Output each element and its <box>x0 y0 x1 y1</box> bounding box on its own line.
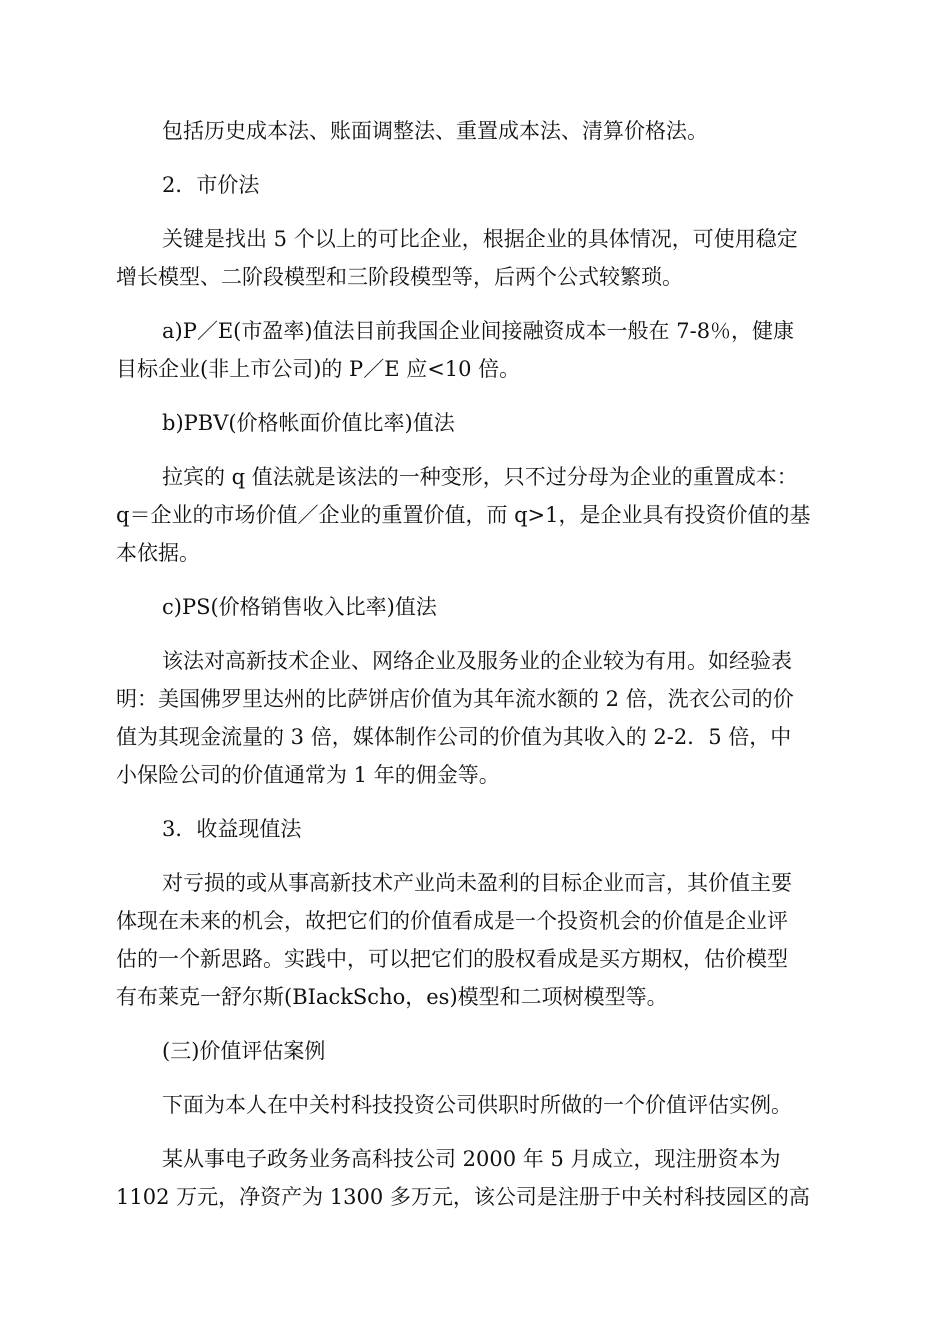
heading-market-price-method <box>116 166 834 204</box>
text-line: 某从事电子政务业务高科技公司 2000 年 5 月成立，现注册资本为 <box>162 1147 781 1171</box>
paragraph-option-valuation <box>116 864 834 1016</box>
text-line: 对亏损的或从事高新技术产业尚未盈利的目标企业而言，其价值主要 <box>162 871 792 895</box>
text-line: 有布莱克一舒尔斯(BIackScho，es)模型和二项树模型等。 <box>116 985 668 1009</box>
text-line: 本依据。 <box>116 541 200 565</box>
text-line: 该法对高新技术企业、网络企业及服务业的企业较为有用。如经验表 <box>162 649 792 673</box>
paragraph-ps-examples <box>116 642 834 794</box>
paragraph-q-value-method <box>116 458 834 572</box>
text-line: b)PBV(价格帐面价值比率)值法 <box>162 411 455 435</box>
text-line: 2．市价法 <box>162 173 260 197</box>
paragraph-pe-method <box>116 312 834 388</box>
text-line: (三)价值评估案例 <box>162 1039 326 1063</box>
text-line: c)PS(价格销售收入比率)值法 <box>162 595 437 619</box>
text-line: 拉宾的 q 值法就是该法的一种变形，只不过分母为企业的重置成本： <box>162 465 798 489</box>
heading-valuation-case <box>116 1032 834 1070</box>
text-line: q＝企业的市场价值／企业的重置价值，而 q>1，是企业具有投资价值的基 <box>116 503 811 527</box>
text-line: 关键是找出 5 个以上的可比企业，根据企业的具体情况，可使用稳定 <box>162 227 798 251</box>
text-line: 1102 万元，净资产为 1300 多万元，该公司是注册于中关村科技园区的高 <box>116 1185 810 1209</box>
heading-pbv-method <box>116 404 834 442</box>
paragraph-historical-cost <box>116 112 834 150</box>
text-line: 增长模型、二阶段模型和三阶段模型等，后两个公式较繁琐。 <box>116 265 683 289</box>
text-line: 明：美国佛罗里达州的比萨饼店价值为其年流水额的 2 倍，洗衣公司的价 <box>116 687 794 711</box>
heading-income-present-value <box>116 810 834 848</box>
text-line: a)P／E(市盈率)值法目前我国企业间接融资成本一般在 7-8％，健康 <box>162 319 795 343</box>
text-line: 小保险公司的价值通常为 1 年的佣金等。 <box>116 763 500 787</box>
paragraph-case-intro <box>116 1086 834 1124</box>
paragraph-company-profile <box>116 1140 834 1216</box>
text-line: 值为其现金流量的 3 倍，媒体制作公司的价值为其收入的 2-2．5 倍，中 <box>116 725 792 749</box>
heading-ps-method <box>116 588 834 626</box>
text-line: 体现在未来的机会，故把它们的价值看成是一个投资机会的价值是企业评 <box>116 909 788 933</box>
text-line: 3．收益现值法 <box>162 817 302 841</box>
text-line: 目标企业(非上市公司)的 P／E 应<10 倍。 <box>116 357 521 381</box>
paragraph-comparable-companies <box>116 220 834 296</box>
text-line: 下面为本人在中关村科技投资公司供职时所做的一个价值评估实例。 <box>162 1093 792 1117</box>
text-line: 包括历史成本法、账面调整法、重置成本法、清算价格法。 <box>162 119 708 143</box>
text-line: 估的一个新思路。实践中，可以把它们的股权看成是买方期权，估价模型 <box>116 947 788 971</box>
